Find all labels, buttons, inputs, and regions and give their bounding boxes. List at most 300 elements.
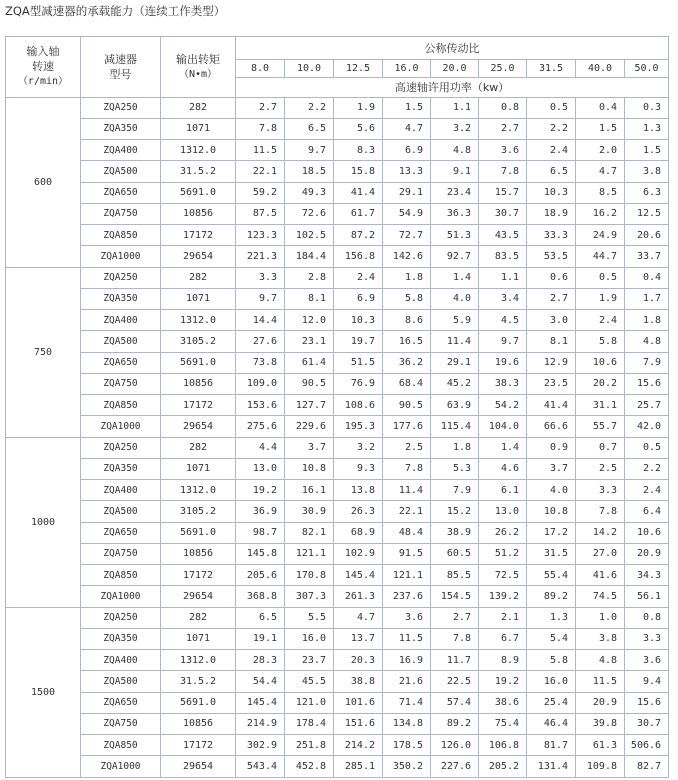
model-cell: ZQA350: [81, 458, 161, 479]
power-value-cell: 54.9: [383, 203, 431, 224]
power-value-cell: 2.4: [527, 140, 576, 161]
power-value-cell: 123.3: [236, 225, 285, 246]
power-value-cell: 45.2: [431, 373, 479, 394]
power-value-cell: 2.4: [576, 310, 625, 331]
power-value-cell: 24.9: [576, 225, 625, 246]
power-value-cell: 1.8: [383, 267, 431, 288]
power-value-cell: 15.7: [479, 182, 527, 203]
power-value-cell: 5.8: [576, 331, 625, 352]
power-value-cell: 177.6: [383, 416, 431, 437]
power-value-cell: 1.3: [527, 607, 576, 628]
table-row: [6, 756, 669, 778]
table-row: [6, 735, 669, 756]
model-cell: ZQA500: [81, 671, 161, 692]
power-value-cell: 38.9: [431, 522, 479, 543]
power-value-cell: 51.2: [479, 543, 527, 564]
power-value-cell: 11.5: [236, 140, 285, 161]
power-value-cell: 134.8: [383, 713, 431, 734]
power-value-cell: 1.5: [383, 97, 431, 118]
table-row: [6, 437, 669, 458]
torque-cell: 1312.0: [161, 310, 236, 331]
ratio-cell: 10.0: [285, 60, 334, 78]
power-value-cell: 302.9: [236, 735, 285, 756]
power-value-cell: 82.1: [285, 522, 334, 543]
power-value-cell: 29.1: [383, 182, 431, 203]
power-value-cell: 19.7: [334, 331, 383, 352]
ratio-cell: 25.0: [479, 60, 527, 78]
power-value-cell: 51.5: [334, 352, 383, 373]
torque-cell: 3105.2: [161, 331, 236, 352]
power-value-cell: 44.7: [576, 246, 625, 267]
power-value-cell: 214.2: [334, 735, 383, 756]
power-value-cell: 2.0: [576, 140, 625, 161]
power-value-cell: 21.6: [383, 671, 431, 692]
power-value-cell: 13.7: [334, 628, 383, 649]
table-row: [6, 288, 669, 309]
torque-cell: 10856: [161, 543, 236, 564]
power-value-cell: 8.9: [479, 650, 527, 671]
power-value-cell: 30.7: [479, 203, 527, 224]
power-value-cell: 55.7: [576, 416, 625, 437]
power-value-cell: 350.2: [383, 756, 431, 778]
table-row: [6, 692, 669, 713]
power-value-cell: 42.0: [625, 416, 669, 437]
power-value-cell: 87.5: [236, 203, 285, 224]
power-value-cell: 145.4: [236, 692, 285, 713]
power-value-cell: 19.2: [236, 480, 285, 501]
torque-cell: 5691.0: [161, 352, 236, 373]
torque-cell: 17172: [161, 735, 236, 756]
power-value-cell: 33.7: [625, 246, 669, 267]
torque-cell: 29654: [161, 586, 236, 607]
power-value-cell: 36.3: [431, 203, 479, 224]
power-value-cell: 25.4: [527, 692, 576, 713]
model-cell: ZQA850: [81, 395, 161, 416]
power-value-cell: 131.4: [527, 756, 576, 778]
power-value-cell: 49.3: [285, 182, 334, 203]
power-value-cell: 1.4: [479, 437, 527, 458]
torque-cell: 5691.0: [161, 182, 236, 203]
torque-cell: 282: [161, 607, 236, 628]
power-value-cell: 214.9: [236, 713, 285, 734]
header-row-1: [6, 37, 669, 60]
power-value-cell: 75.4: [479, 713, 527, 734]
power-value-cell: 87.2: [334, 225, 383, 246]
power-value-cell: 6.1: [479, 480, 527, 501]
power-value-cell: 85.5: [431, 565, 479, 586]
model-cell: ZQA500: [81, 161, 161, 182]
table-row: [6, 310, 669, 331]
torque-cell: 3105.2: [161, 501, 236, 522]
table-row: [6, 118, 669, 139]
power-value-cell: 0.9: [527, 437, 576, 458]
power-value-cell: 11.5: [383, 628, 431, 649]
power-value-cell: 61.7: [334, 203, 383, 224]
table-row: [6, 352, 669, 373]
power-value-cell: 22.1: [383, 501, 431, 522]
power-value-cell: 73.8: [236, 352, 285, 373]
power-value-cell: 151.6: [334, 713, 383, 734]
power-value-cell: 1.7: [625, 288, 669, 309]
input-speed-unit: （r/min）: [17, 76, 69, 88]
power-value-cell: 2.2: [285, 97, 334, 118]
power-value-cell: 0.8: [479, 97, 527, 118]
power-value-cell: 156.8: [334, 246, 383, 267]
power-value-cell: 6.4: [625, 501, 669, 522]
power-value-cell: 9.4: [625, 671, 669, 692]
power-value-cell: 15.8: [334, 161, 383, 182]
table-row: [6, 246, 669, 267]
power-value-cell: 2.2: [527, 118, 576, 139]
power-value-cell: 6.7: [479, 628, 527, 649]
table-row: [6, 565, 669, 586]
model-cell: ZQA250: [81, 267, 161, 288]
power-value-cell: 27.6: [236, 331, 285, 352]
table-row: [6, 267, 669, 288]
power-value-cell: 101.6: [334, 692, 383, 713]
power-value-cell: 195.3: [334, 416, 383, 437]
power-value-cell: 10.3: [527, 182, 576, 203]
torque-cell: 282: [161, 97, 236, 118]
power-value-cell: 8.1: [527, 331, 576, 352]
table-row: [6, 161, 669, 182]
power-value-cell: 4.7: [576, 161, 625, 182]
power-value-cell: 237.6: [383, 586, 431, 607]
power-value-cell: 12.9: [527, 352, 576, 373]
power-value-cell: 6.5: [285, 118, 334, 139]
model-cell: ZQA750: [81, 203, 161, 224]
power-value-cell: 3.3: [236, 267, 285, 288]
power-value-cell: 4.7: [383, 118, 431, 139]
power-value-cell: 51.3: [431, 225, 479, 246]
power-value-cell: 5.4: [527, 628, 576, 649]
power-value-cell: 3.4: [479, 288, 527, 309]
power-value-cell: 3.6: [625, 650, 669, 671]
power-value-cell: 34.3: [625, 565, 669, 586]
power-value-cell: 1.5: [576, 118, 625, 139]
power-value-cell: 4.6: [479, 458, 527, 479]
power-value-cell: 68.4: [383, 373, 431, 394]
input-speed-cell: 1000: [6, 437, 81, 607]
table-row: [6, 522, 669, 543]
power-value-cell: 1.1: [431, 97, 479, 118]
power-value-cell: 23.1: [285, 331, 334, 352]
table-row: [6, 713, 669, 734]
power-value-cell: 2.4: [625, 480, 669, 501]
power-value-cell: 66.6: [527, 416, 576, 437]
power-value-cell: 142.6: [383, 246, 431, 267]
table-row: [6, 458, 669, 479]
power-value-cell: 2.7: [431, 607, 479, 628]
power-value-cell: 9.7: [479, 331, 527, 352]
power-value-cell: 102.9: [334, 543, 383, 564]
power-value-cell: 6.9: [334, 288, 383, 309]
power-value-cell: 3.8: [625, 161, 669, 182]
power-value-cell: 154.5: [431, 586, 479, 607]
power-value-cell: 3.2: [334, 437, 383, 458]
power-value-cell: 108.6: [334, 395, 383, 416]
power-value-cell: 26.2: [479, 522, 527, 543]
torque-label: 输出转矩: [176, 52, 220, 66]
power-value-cell: 26.3: [334, 501, 383, 522]
power-value-cell: 54.4: [236, 671, 285, 692]
power-value-cell: 56.1: [625, 586, 669, 607]
power-value-cell: 9.3: [334, 458, 383, 479]
power-value-cell: 8.1: [285, 288, 334, 309]
power-value-cell: 121.1: [285, 543, 334, 564]
power-value-cell: 19.2: [479, 671, 527, 692]
power-value-cell: 61.3: [576, 735, 625, 756]
power-value-cell: 2.7: [479, 118, 527, 139]
power-value-cell: 22.5: [431, 671, 479, 692]
power-value-cell: 3.7: [285, 437, 334, 458]
model-cell: ZQA850: [81, 225, 161, 246]
power-value-cell: 13.3: [383, 161, 431, 182]
power-value-cell: 15.6: [625, 692, 669, 713]
ratio-cell: 31.5: [527, 60, 576, 78]
power-value-cell: 15.6: [625, 373, 669, 394]
power-value-cell: 2.4: [334, 267, 383, 288]
power-value-cell: 5.8: [527, 650, 576, 671]
model-cell: ZQA1000: [81, 246, 161, 267]
power-value-cell: 31.5: [527, 543, 576, 564]
power-value-cell: 16.0: [285, 628, 334, 649]
power-value-cell: 4.0: [527, 480, 576, 501]
power-value-cell: 76.9: [334, 373, 383, 394]
torque-cell: 1071: [161, 458, 236, 479]
power-value-cell: 543.4: [236, 756, 285, 778]
torque-unit: （N•m）: [178, 68, 218, 80]
power-value-cell: 72.6: [285, 203, 334, 224]
torque-cell: 10856: [161, 713, 236, 734]
torque-cell: 1071: [161, 118, 236, 139]
table-row: [6, 416, 669, 437]
power-value-cell: 68.9: [334, 522, 383, 543]
torque-cell: 10856: [161, 373, 236, 394]
power-value-cell: 8.3: [334, 140, 383, 161]
power-value-cell: 1.9: [576, 288, 625, 309]
power-value-cell: 83.5: [479, 246, 527, 267]
power-value-cell: 1.0: [576, 607, 625, 628]
power-value-cell: 6.3: [625, 182, 669, 203]
power-value-cell: 53.5: [527, 246, 576, 267]
power-value-cell: 41.4: [334, 182, 383, 203]
power-value-cell: 11.4: [383, 480, 431, 501]
power-value-cell: 0.6: [527, 267, 576, 288]
power-value-cell: 18.5: [285, 161, 334, 182]
model-cell: ZQA1000: [81, 416, 161, 437]
model-cell: ZQA650: [81, 692, 161, 713]
power-value-cell: 0.5: [527, 97, 576, 118]
power-value-cell: 16.1: [285, 480, 334, 501]
power-value-cell: 0.5: [576, 267, 625, 288]
power-value-cell: 4.5: [479, 310, 527, 331]
power-value-cell: 1.9: [334, 97, 383, 118]
model-label-2: 型号: [109, 67, 132, 81]
power-value-cell: 98.7: [236, 522, 285, 543]
model-cell: ZQA1000: [81, 756, 161, 778]
power-value-cell: 307.3: [285, 586, 334, 607]
power-value-cell: 7.8: [431, 628, 479, 649]
torque-cell: 29654: [161, 756, 236, 778]
torque-cell: 1312.0: [161, 480, 236, 501]
ratio-cell: 8.0: [236, 60, 285, 78]
power-value-cell: 4.4: [236, 437, 285, 458]
power-value-cell: 6.5: [236, 607, 285, 628]
ratio-cell: 16.0: [383, 60, 431, 78]
power-value-cell: 29.1: [431, 352, 479, 373]
model-cell: ZQA650: [81, 352, 161, 373]
input-speed-label-2: 转速: [32, 60, 54, 74]
power-value-cell: 3.3: [576, 480, 625, 501]
power-value-cell: 221.3: [236, 246, 285, 267]
power-value-cell: 59.2: [236, 182, 285, 203]
table-row: [6, 671, 669, 692]
table-row: [6, 373, 669, 394]
power-value-cell: 2.8: [285, 267, 334, 288]
power-value-cell: 20.6: [625, 225, 669, 246]
model-cell: ZQA400: [81, 650, 161, 671]
torque-cell: 282: [161, 437, 236, 458]
power-value-cell: 46.4: [527, 713, 576, 734]
power-value-cell: 11.7: [431, 650, 479, 671]
power-value-cell: 38.8: [334, 671, 383, 692]
power-value-cell: 30.7: [625, 713, 669, 734]
input-speed-cell: 600: [6, 97, 81, 267]
table-row: [6, 586, 669, 607]
input-speed-label-1: 输入轴: [26, 45, 60, 59]
power-value-cell: 7.8: [576, 501, 625, 522]
power-value-cell: 4.8: [431, 140, 479, 161]
power-value-cell: 11.5: [576, 671, 625, 692]
power-value-cell: 17.2: [527, 522, 576, 543]
table-body: [6, 37, 669, 778]
power-value-cell: 153.6: [236, 395, 285, 416]
power-value-cell: 4.7: [334, 607, 383, 628]
torque-cell: 1071: [161, 288, 236, 309]
power-value-cell: 71.4: [383, 692, 431, 713]
ratio-cell: 20.0: [431, 60, 479, 78]
power-value-cell: 16.5: [383, 331, 431, 352]
power-value-cell: 2.7: [527, 288, 576, 309]
model-cell: ZQA850: [81, 735, 161, 756]
power-value-cell: 41.6: [576, 565, 625, 586]
power-value-cell: 22.1: [236, 161, 285, 182]
power-value-cell: 205.2: [479, 756, 527, 778]
page-title: ZQA型减速器的承载能力（连续工作类型）: [5, 4, 226, 18]
power-value-cell: 0.8: [625, 607, 669, 628]
power-value-cell: 4.8: [576, 650, 625, 671]
power-value-cell: 3.6: [479, 140, 527, 161]
power-value-cell: 3.3: [625, 628, 669, 649]
ratio-cell: 40.0: [576, 60, 625, 78]
power-value-cell: 506.6: [625, 735, 669, 756]
power-value-cell: 16.2: [576, 203, 625, 224]
power-value-cell: 0.4: [625, 267, 669, 288]
power-value-cell: 63.9: [431, 395, 479, 416]
power-value-cell: 38.6: [479, 692, 527, 713]
power-value-cell: 4.8: [625, 331, 669, 352]
torque-cell: 29654: [161, 416, 236, 437]
power-value-cell: 19.1: [236, 628, 285, 649]
power-value-cell: 229.6: [285, 416, 334, 437]
power-value-cell: 30.9: [285, 501, 334, 522]
power-value-cell: 5.8: [383, 288, 431, 309]
power-value-cell: 10.6: [576, 352, 625, 373]
power-value-cell: 251.8: [285, 735, 334, 756]
power-value-cell: 23.7: [285, 650, 334, 671]
power-value-cell: 28.3: [236, 650, 285, 671]
power-value-cell: 10.8: [527, 501, 576, 522]
power-value-cell: 178.5: [383, 735, 431, 756]
torque-cell: 5691.0: [161, 692, 236, 713]
model-header: [81, 37, 161, 98]
power-value-cell: 14.2: [576, 522, 625, 543]
ratio-cell: 50.0: [625, 60, 669, 78]
power-value-cell: 109.8: [576, 756, 625, 778]
power-value-cell: 11.4: [431, 331, 479, 352]
power-value-cell: 16.9: [383, 650, 431, 671]
input-speed-cell: 750: [6, 267, 81, 437]
power-value-cell: 20.3: [334, 650, 383, 671]
table-row: [6, 395, 669, 416]
power-value-cell: 109.0: [236, 373, 285, 394]
table-row: [6, 97, 669, 118]
power-value-cell: 2.1: [479, 607, 527, 628]
power-value-cell: 139.2: [479, 586, 527, 607]
model-cell: ZQA500: [81, 331, 161, 352]
table-row: [6, 480, 669, 501]
power-value-cell: 127.7: [285, 395, 334, 416]
model-cell: ZQA350: [81, 118, 161, 139]
power-value-cell: 72.5: [479, 565, 527, 586]
capacity-table: [5, 36, 669, 778]
torque-cell: 5691.0: [161, 522, 236, 543]
torque-cell: 17172: [161, 565, 236, 586]
model-cell: ZQA400: [81, 310, 161, 331]
table-row: [6, 501, 669, 522]
power-value-cell: 54.2: [479, 395, 527, 416]
power-value-cell: 184.4: [285, 246, 334, 267]
table-row: [6, 140, 669, 161]
power-value-cell: 57.4: [431, 692, 479, 713]
model-cell: ZQA500: [81, 501, 161, 522]
power-value-cell: 145.4: [334, 565, 383, 586]
power-value-cell: 4.0: [431, 288, 479, 309]
power-value-cell: 38.3: [479, 373, 527, 394]
power-value-cell: 1.8: [625, 310, 669, 331]
power-value-cell: 2.7: [236, 97, 285, 118]
torque-cell: 282: [161, 267, 236, 288]
power-value-cell: 13.0: [479, 501, 527, 522]
power-value-cell: 5.3: [431, 458, 479, 479]
model-cell: ZQA250: [81, 97, 161, 118]
power-value-cell: 2.5: [383, 437, 431, 458]
power-value-cell: 5.9: [431, 310, 479, 331]
input-speed-cell: 1500: [6, 607, 81, 777]
power-value-cell: 55.4: [527, 565, 576, 586]
power-value-cell: 3.7: [527, 458, 576, 479]
power-value-cell: 121.0: [285, 692, 334, 713]
model-cell: ZQA650: [81, 522, 161, 543]
power-value-cell: 7.9: [625, 352, 669, 373]
model-cell: ZQA350: [81, 628, 161, 649]
model-cell: ZQA350: [81, 288, 161, 309]
power-value-cell: 10.3: [334, 310, 383, 331]
power-value-cell: 368.8: [236, 586, 285, 607]
power-value-cell: 106.8: [479, 735, 527, 756]
ratio-header: 公称传动比: [236, 37, 669, 60]
